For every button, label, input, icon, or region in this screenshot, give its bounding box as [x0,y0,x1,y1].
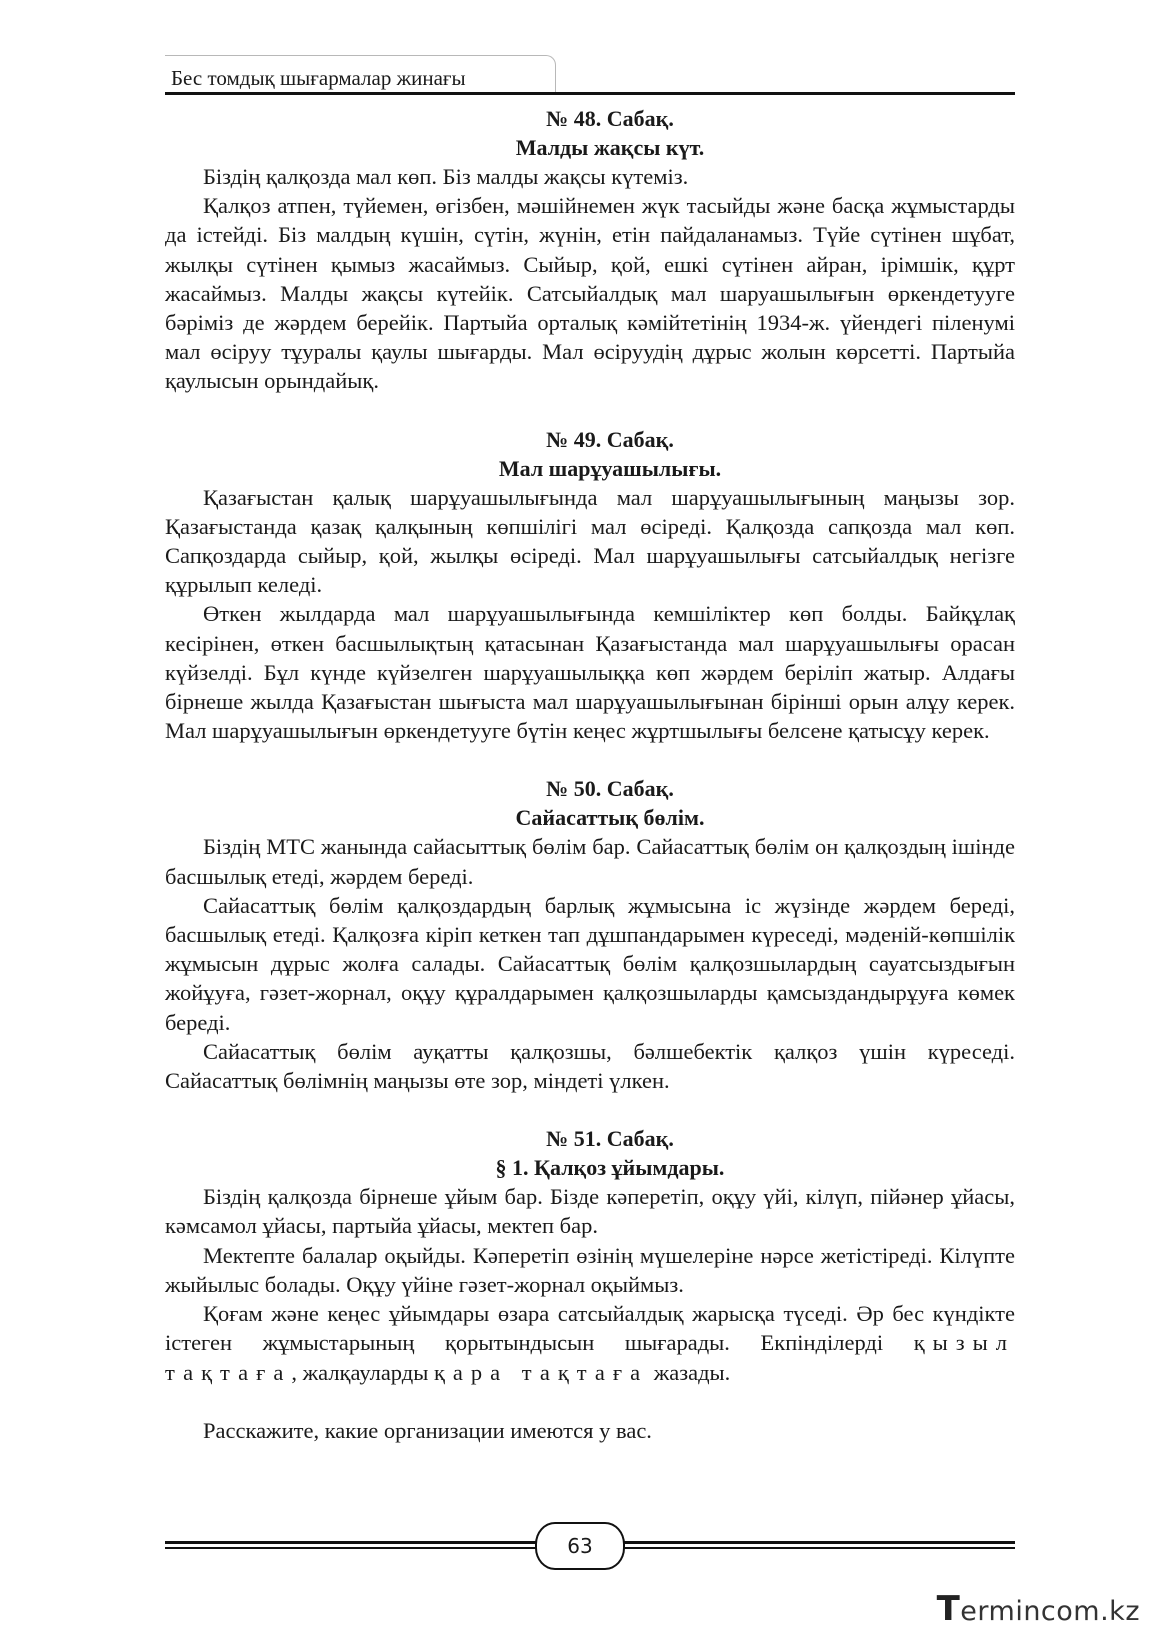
page-content [165,104,1015,1445]
lesson-title: Мал шарұуашылығы. [498,455,722,481]
lesson-number: № 49. Сабақ. [546,426,674,452]
paragraph: Қалқоз атпен, түйемен, өгізбен, мәшійнемен жүк тасыйды және басқа жұмыстарды да істейді. Біз малдың күшін, сүтін, жүнін, етін пайдаланамыз. Түйе сүтінен шұбат, жылқы сүтінен қымыз жасаймыз. Сыйыр, қой, ешкі сүтінен айран, ірімшік, құрт жасаймыз. Малды жақсы күтейік. Сатсыйалдық мал шаруашылығын өркендетууге бәріміз де жәрдем берейік. Партыйа орталық кәмійтетінің 1934-ж. үйендегі піленумі мал өсіруу тұуралы қаулы шығарды. Мал өсіруудің дұрыс жолын көрсетті. Партыйа қаулысын орындайық. [165,193,1015,394]
lesson-49 [165,425,1015,746]
spaced-emphasis: қызыл тақтаға [165,1330,1015,1385]
paragraph: Мектепте балалар оқыйды. Кәперетіп өзінің мүшелеріне нәрсе жетістіреді. Кілүпте жыйылыс болады. Оқұу үйіне гәзет-жорнал оқыймыз. [165,1242,1015,1297]
lesson-51 [165,1124,1015,1386]
section-title: § 1. Қалқоз ұйымдары. [495,1155,725,1181]
watermark-initial: T [936,1589,961,1629]
book-title: Бес томдық шығармалар жинағы [171,66,466,90]
lesson-number: № 51. Сабақ. [546,1126,674,1152]
site-watermark [937,1589,1140,1629]
text-run: жазады. [648,1359,731,1385]
text-run: Қоғам және кеңес ұйымдары өзара сатсыйалдық жарысқа түседі. Әр бес күндікте істеген жұмыстарының қорытындысын шығарады. Екпінділерді [165,1301,1015,1356]
lesson-number: № 50. Сабақ. [546,776,674,802]
paragraph: Біздің қалқозда мал көп. Біз малды жақсы күтеміз. [203,164,689,189]
paragraph [165,1299,1015,1387]
text-run: , жалқауларды [291,1359,434,1385]
lesson-title: Сайасаттық бөлім. [515,805,705,831]
running-header [165,55,1015,95]
spaced-emphasis: қара тақтаға [433,1359,649,1385]
lesson-50 [165,774,1015,1095]
header-rule [165,92,1015,95]
paragraph: Біздің қалқозда бірнеше ұйым бар. Бізде кәперетіп, оқұу үйі, кілүп, пійәнер ұйасы, кәмсамол ұйасы, партыйа ұйасы, мектеп бар. [165,1184,1015,1239]
paragraph: Сайасаттық бөлім ауқатты қалқозшы, бәлшебектік қалқоз үшін күреседі. Сайасаттық бөлімнің маңызы өте зор, міндеті үлкен. [165,1038,1015,1094]
lesson-title: Малды жақсы күт. [515,135,705,160]
paragraph: Сайасаттық бөлім қалқоздардың барлық жұмысына іс жүзінде жәрдем береді, басшылық етеді. Қалқозға кіріп кеткен тап дұшпандарымен күреседі, мәденій-көпшілік жұмысын дұрыс жолға салады. Сайасаттық бөлім қалқозшылардың сауатсыздығын жойұуға, гәзет-жорнал, оқұу құралдарымен қалқозшыларды қамсыздандырұуға көмек береді. [165,892,1015,1035]
review-question: Расскажите, какие организации имеются у вас. [203,1417,652,1443]
lesson-number: № 48. Сабақ. [546,106,674,131]
page-number-badge [535,1522,625,1570]
page-number: 63 [567,1534,593,1558]
paragraph: Біздің МТС жанында сайасыттық бөлім бар. Сайасаттық бөлім он қалқоздың ішінде басшылық етеді, жәрдем береді. [165,834,1015,889]
lesson-48 [165,104,1015,396]
page-footer [165,1517,1015,1577]
paragraph: Қазағыстан қалық шарұуашылығында мал шарұуашылығының маңызы зор. Қазағыстанда қазақ қалқының көпшілігі мал өсіреді. Қалқозда сапқозда мал көп. Сапқоздарда сыйыр, қой, жылқы өсіреді. Мал шарұуашылығы сатсыйалдық негізге құрылып келеді. [165,484,1015,598]
paragraph: Өткен жылдарда мал шарұуашылығында кемшіліктер көп болды. Байқұлақ кесірінен, өткен басшылықтың қатасынан Қазағыстанда мал шарұуашылығы орасан күйзелді. Бұл күнде күйзелген шарұуашылыққа көп жәрдем беріліп жатыр. Алдағы бірнеше жылда Қазағыстан шығыста мал шарұуашылығынан бірінші орын алұу керек. Мал шарұуашылығын өркендетууге бүтін кеңес жұртшылығы белсене қатысұу керек. [165,601,1015,744]
watermark-text: ermincom.kz [960,1596,1140,1627]
